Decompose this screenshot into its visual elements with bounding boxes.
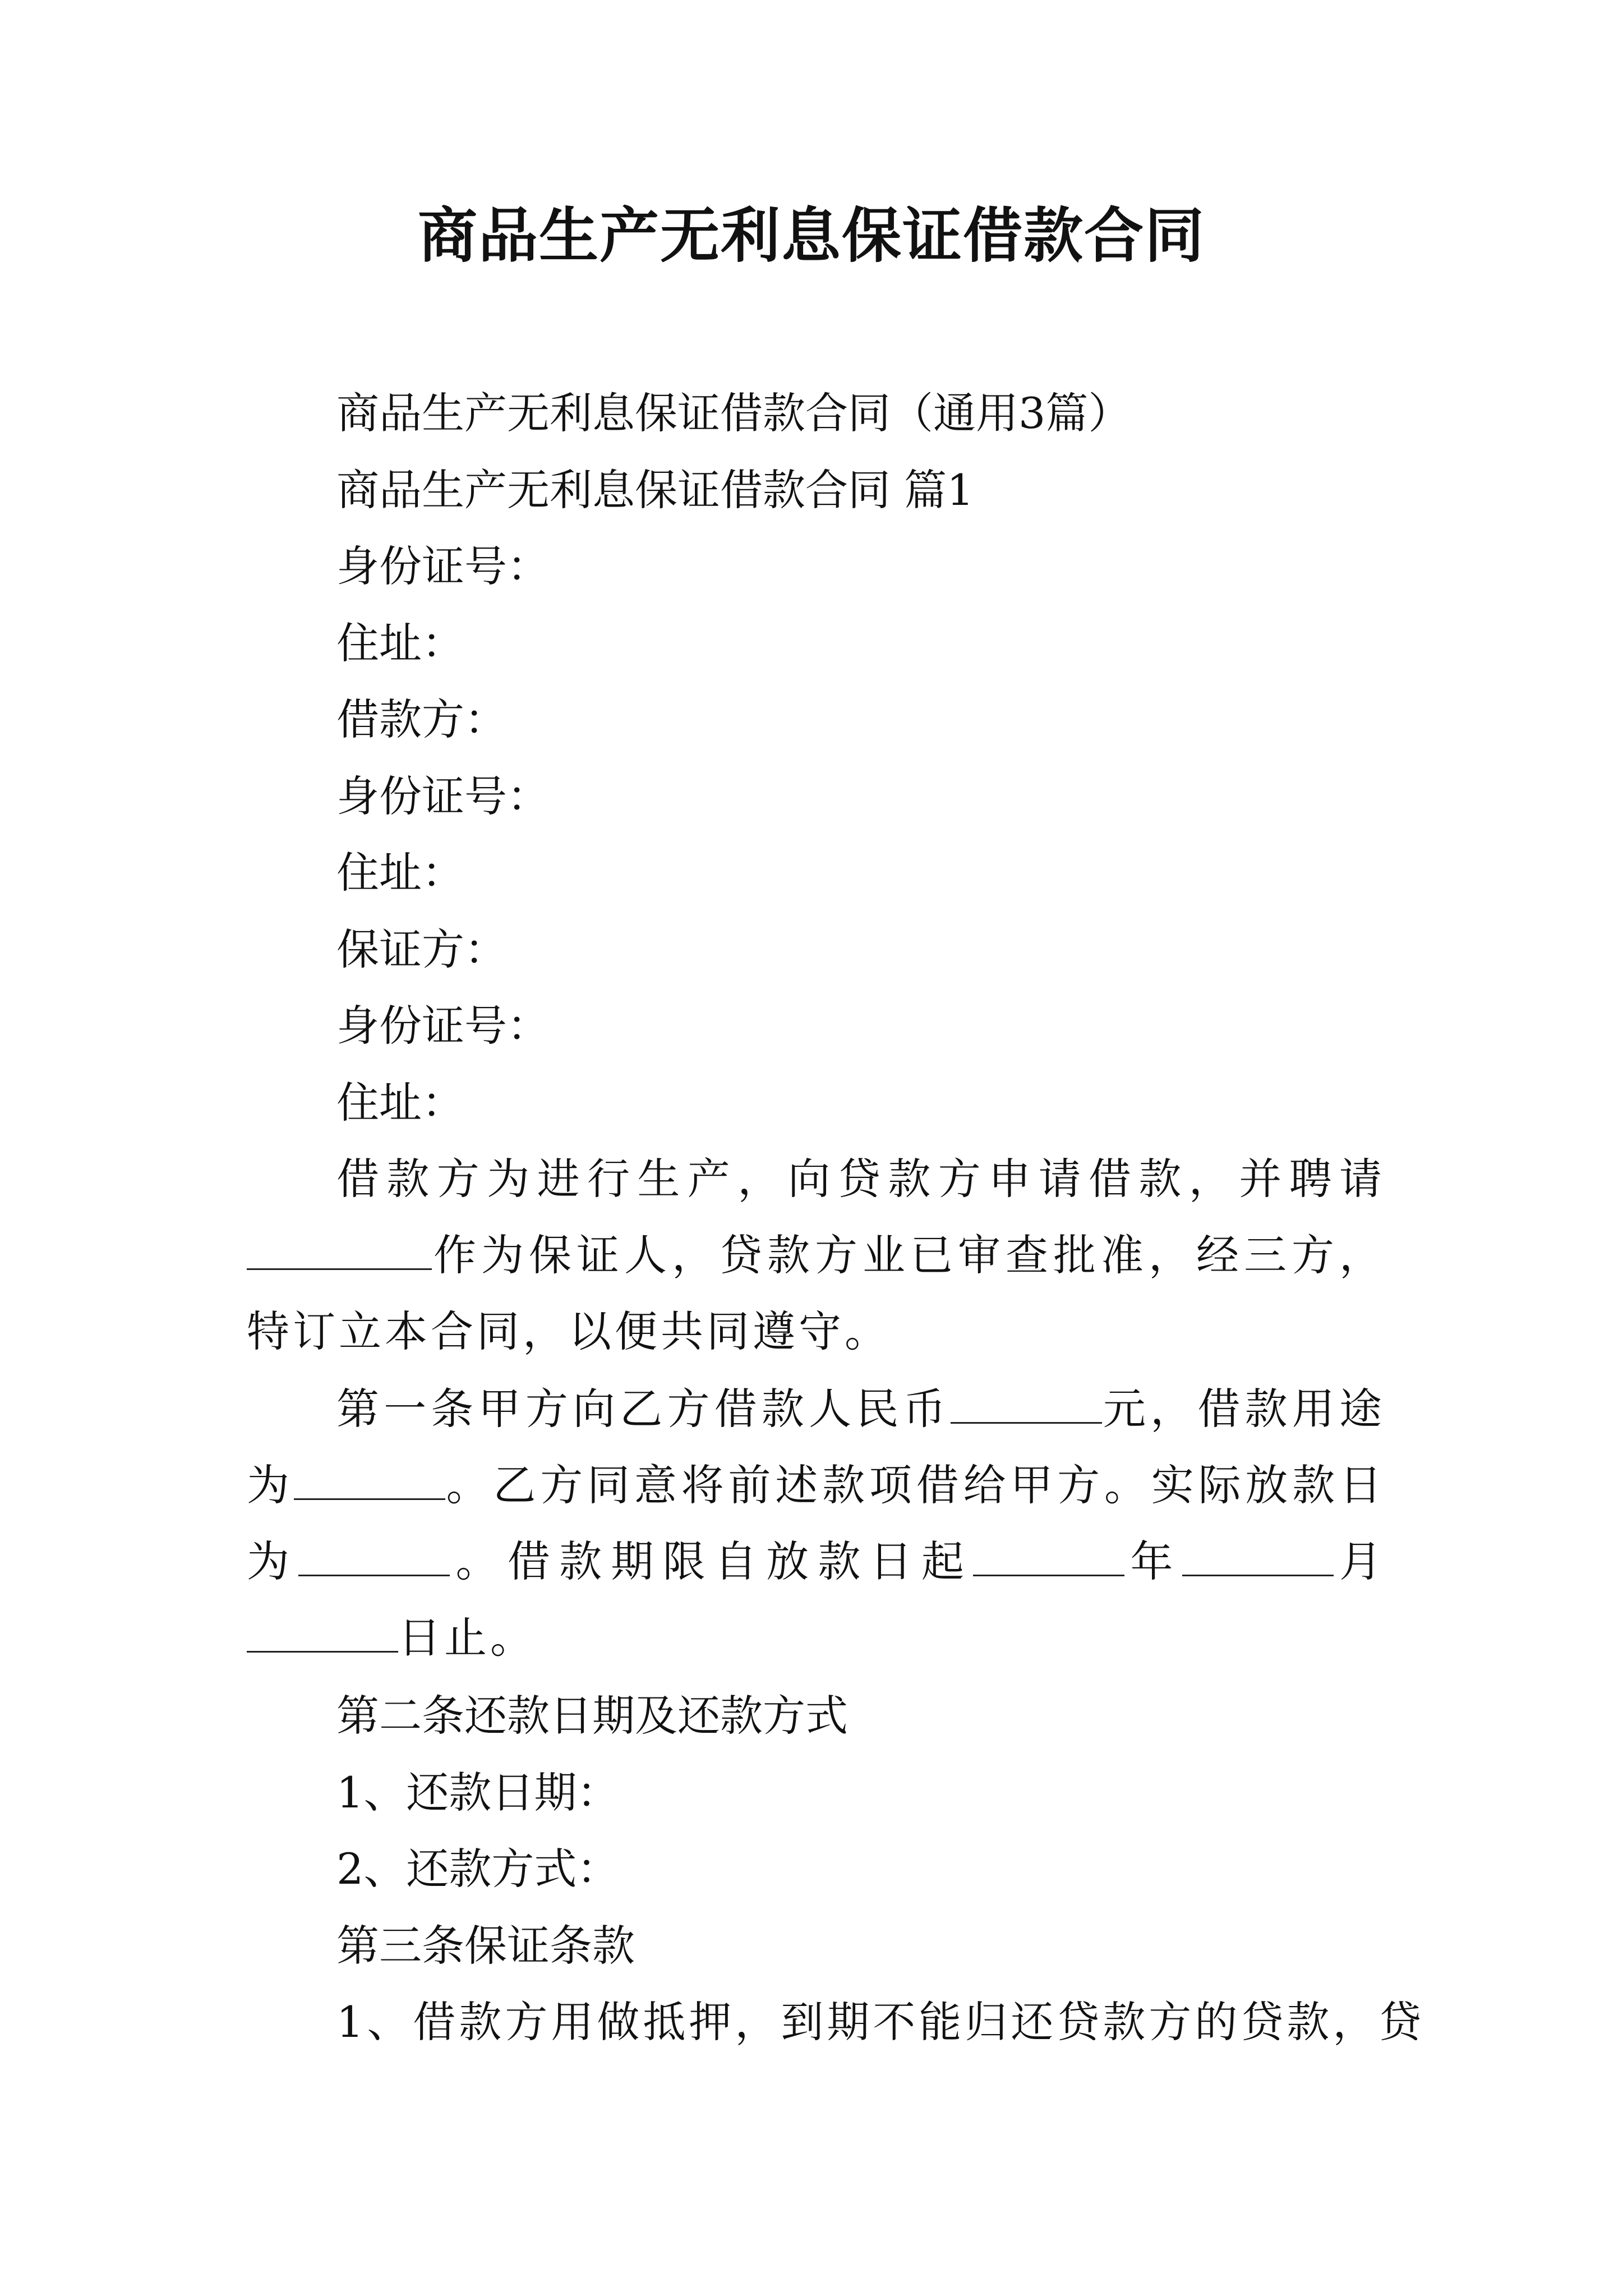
field-id-number: 身份证号： [336,541,550,591]
article-1-text-f: 月 [1333,1536,1386,1586]
article-3-item-1: 1、借款方用做抵押，到期不能归还贷款方的贷款，贷 [336,1997,1425,2047]
document-title: 商品生产无利息保证借款合同 [418,200,1205,270]
guarantor-name-blank [247,1229,432,1270]
loan-amount-blank [951,1383,1102,1424]
article-2-heading: 第二条还款日期及还款方式 [336,1691,848,1741]
field-guarantor-id-number: 身份证号： [336,1001,550,1051]
article-2-item-2: 2、还款方式： [336,1844,620,1894]
article-1-text-d: 。借款期限自放款日起 [450,1536,974,1586]
article-1-paragraph [247,1371,1385,1676]
article-1-text-g: 日止。 [398,1613,536,1663]
document-subtitle: 商品生产无利息保证借款合同（通用3篇） [336,388,1131,438]
article-2-item-1: 1、还款日期： [336,1768,620,1818]
article-1-text-e: 年 [1124,1536,1182,1586]
section-heading: 商品生产无利息保证借款合同 篇1 [336,465,974,515]
field-address: 住址： [336,618,464,668]
article-1-text-b: 元，借款用途为 [247,1384,1386,1510]
field-guarantor-address: 住址： [336,1078,464,1128]
field-borrower: 借款方： [336,694,507,744]
article-1-text-c: 。乙方同意将前述款项借给甲方。实际放款日为 [247,1460,1386,1586]
field-borrower-address: 住址： [336,848,464,898]
field-borrower-id-number: 身份证号： [336,771,550,821]
term-month-blank [1182,1535,1334,1576]
article-1-text-a: 第一条甲方向乙方借款人民币 [336,1384,951,1434]
loan-purpose-blank [294,1459,445,1500]
intro-paragraph [247,1141,1385,1370]
intro-text-part1: 借款方为进行生产，向贷款方申请借款，并聘请 [336,1154,1385,1204]
term-day-blank [247,1612,398,1653]
term-year-blank [973,1535,1124,1576]
intro-text-part2: 作为保证人，贷款方业已审查批准，经三方，特订立本合同，以便共同遵守。 [247,1230,1385,1356]
disbursement-date-blank [298,1535,450,1576]
field-guarantor: 保证方： [336,924,507,974]
article-3-heading: 第三条保证条款 [336,1921,635,1971]
